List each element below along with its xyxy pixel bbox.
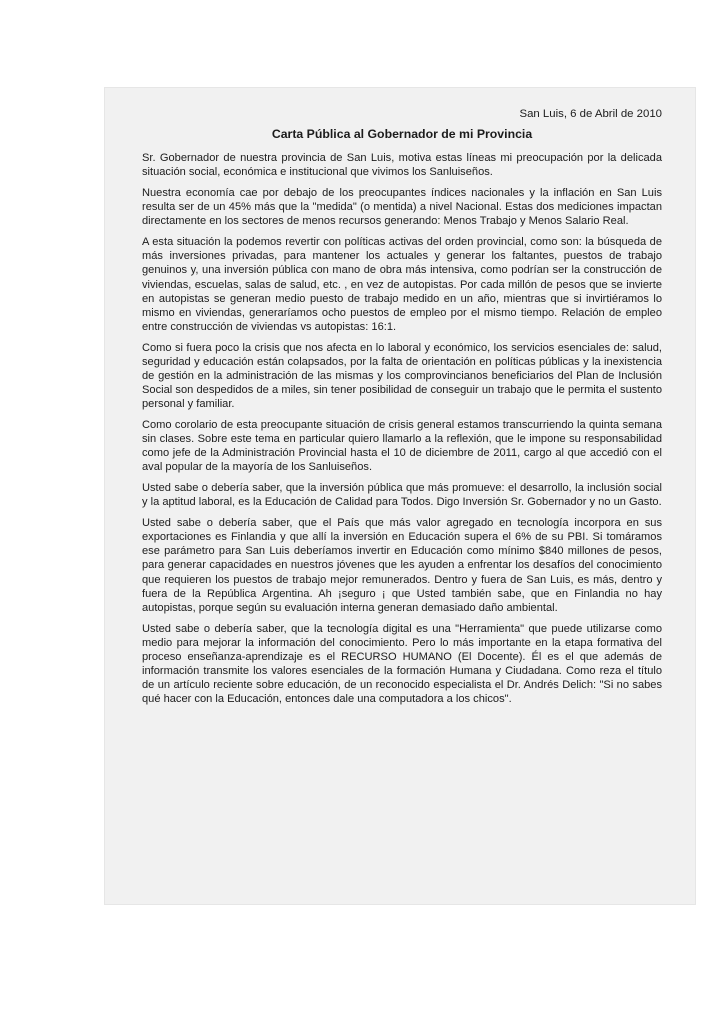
paragraph-7: Usted sabe o debería saber, que el País que más valor agregado en tecnología incorpora en sus exportaciones es Finlandia y que allí la inversión en Educación supera el 6% de su PBI. Si tomáramos ese parámetro para San Luis deberíamos invertir en Educación como mínimo $840 millones de pesos, para generar capacidades en nuestros jóvenes que les ayuden a enfrentar los desafíos del conocimiento que requieren los puestos de trabajo mejor remunerados. Dentro y fuera de San Luis, es más, dentro y fuera de la República Argentina. Ah ¡seguro ¡ que Usted también sabe, que en Finlandia no hay autopistas, porque según su evaluación interna generan demasiado daño ambiental. (142, 517, 662, 614)
paragraph-2: Nuestra economía cae por debajo de los preocupantes índices nacionales y la inflación en San Luis resulta ser de un 45% más que la "medida" (o mentida) a nivel Nacional. Estas dos mediciones impactan directamente en los sectores de menos recursos generando: Menos Trabajo y Menos Salario Real. (142, 187, 662, 228)
paragraph-5: Como corolario de esta preocupante situación de crisis general estamos transcurriendo la quinta semana sin clases. Sobre este tema en particular quiero llamarlo a la reflexión, que le impone su responsabilidad como jefe de la Administración Provincial hasta el 10 de diciembre de 2011, cargo al que accedió con el aval popular de la mayoría de los Sanluiseños. (142, 418, 662, 474)
paragraph-6: Usted sabe o debería saber, que la inversión pública que más promueve: el desarrollo, la inclusión social y la aptitud laboral, es la Educación de Calidad para Todos. Digo Inversión Sr. Gobernador y no un Gasto. (142, 482, 662, 509)
letter-date: San Luis, 6 de Abril de 2010 (519, 108, 662, 120)
letter-body (142, 107, 662, 713)
scanned-letter-page (104, 87, 696, 905)
paragraph-4: Como si fuera poco la crisis que nos afecta en lo laboral y económico, los servicios esenciales de: salud, seguridad y educación están colapsados, por la falta de orientación en políticas públicas y la inexistencia de gestión en la administración de las mismas y los comprovincianos beneficiarios del Plan de Inclusión Social son despedidos de a miles, sin tener posibilidad de conseguir un trabajo que le permita el sustento personal y familiar. (142, 341, 662, 411)
paragraph-8: Usted sabe o debería saber, que la tecnología digital es una "Herramienta" que puede utilizarse como medio para mejorar la información del conocimiento. Pero lo más importante en la etapa formativa del proceso enseñanza-aprendizaje es el RECURSO HUMANO (El Docente). Él es el que además de información transmite los valores esenciales de la formación Humana y Ciudadana. Como reza el título de un artículo reciente sobre educación, de un reconocido especialista el Dr. Andrés Delich: "Si no sabes qué hacer con la Educación, entonces dale una computadora a los chicos". (142, 622, 662, 706)
paragraph-1: Sr. Gobernador de nuestra provincia de San Luis, motiva estas líneas mi preocupación por la delicada situación social, económica e institucional que vivimos los Sanluiseños. (142, 152, 662, 179)
paragraph-3: A esta situación la podemos revertir con políticas activas del orden provincial, como son: la búsqueda de más inversiones privadas, para mantener los actuales y generar los faltantes, puestos de trabajo genuinos y, una inversión pública con mano de obra más intensiva, como podrían ser la construcción de viviendas, escuelas, salas de salud, etc. , en vez de autopistas. Por cada millón de pesos que se invierte en autopistas se generan medio puesto de trabajo medido en un año, mientras que si invirtiéramos lo mismo en viviendas, generaríamos ocho puestos de empleo por el mismo tiempo. Relación de empleo entre construcción de viviendas vs autopistas: 16:1. (142, 236, 662, 333)
letter-title: Carta Pública al Gobernador de mi Provincia (271, 127, 533, 142)
